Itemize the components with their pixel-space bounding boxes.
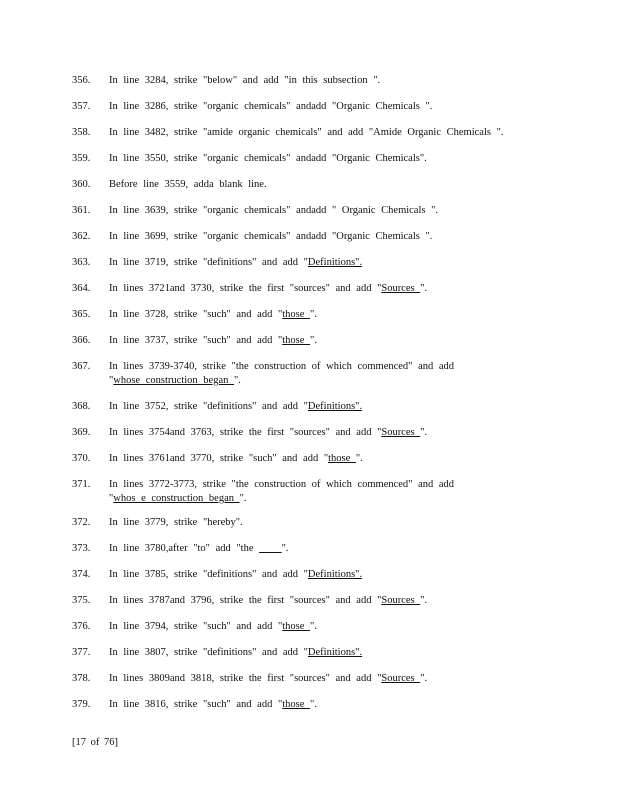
closing-text: ". [420,427,428,438]
amendment-item [72,126,532,140]
instruction-text: In line 3807, strike "definitions" and add " [109,647,308,658]
instruction-text: In line 3482, strike "amide organic chemicals" and add "Amide Organic Chemicals ". [109,127,504,138]
amendment-item [72,478,532,506]
instruction-text: In line 3728, strike "such" and add " [109,309,283,320]
closing-text: ". [420,595,428,606]
closing-text: ". [310,621,317,632]
item-text [109,516,532,530]
closing-text: ". [281,543,289,554]
item-number: 363. [72,257,91,268]
inserted-text: those [328,453,356,464]
amendment-item [72,152,532,166]
item-text [109,282,532,296]
item-number: 356. [72,75,91,86]
instruction-text: In lines 3754and 3763, strike the first "sources" and add " [109,427,382,438]
closing-text: ". [420,673,428,684]
item-number: 373. [72,543,91,554]
item-text [109,542,532,556]
closing-text: ". [420,283,428,294]
closing-text: ". [310,699,317,710]
closing-text: ". [310,335,317,346]
item-number: 358. [72,127,91,138]
item-text [109,672,532,686]
item-number: 370. [72,453,91,464]
item-text [109,594,532,608]
amendment-item [72,230,532,244]
amendment-item [72,620,532,634]
amendment-item [72,204,532,218]
item-text [109,478,532,506]
item-text [109,698,532,712]
item-text [109,646,532,660]
amendment-item [72,426,532,440]
inserted-text: Definitions". [307,569,363,580]
amendment-item [72,568,532,582]
closing-text: ". [233,375,241,386]
item-text [109,230,532,244]
amendment-item [72,308,532,322]
item-number: 371. [72,479,91,490]
instruction-text: In line 3284, strike "below" and add "in this subsection ". [109,75,381,86]
instruction-text: In lines 3772-3773, strike "the construction of which commenced" and add " [109,479,455,504]
instruction-text: In line 3719, strike "definitions" and add " [109,257,308,268]
item-number: 364. [72,283,91,294]
inserted-text: those [282,309,311,320]
item-text [109,100,532,114]
instruction-text: In lines 3809and 3818, strike the first "sources" and add " [109,673,382,684]
instruction-text: Before line 3559, adda blank line. [109,179,267,190]
amendment-item [72,646,532,660]
instruction-text: In line 3816, strike "such" and add " [109,699,283,710]
page-counter: [17 of 76] [72,737,118,748]
item-text [109,308,532,322]
amendment-item [72,594,532,608]
amendment-item [72,360,532,388]
item-text [109,152,532,166]
instruction-text: In lines 3761and 3770, strike "such" and add " [109,453,329,464]
item-number: 369. [72,427,91,438]
item-number: 376. [72,621,91,632]
inserted-text: Sources [381,595,421,606]
item-number: 365. [72,309,91,320]
inserted-text: those [282,335,311,346]
closing-text: ". [310,309,317,320]
instruction-text: In line 3794, strike "such" and add " [109,621,283,632]
item-number: 361. [72,205,91,216]
item-number: 367. [72,361,91,372]
instruction-text: In line 3785, strike "definitions" and add " [109,569,308,580]
amendment-item [72,400,532,414]
inserted-text: Sources [381,283,421,294]
item-text [109,334,532,348]
amendment-item [72,452,532,466]
instruction-text: In lines 3739-3740, strike "the construction of which commenced" and add " [109,361,455,386]
item-number: 379. [72,699,91,710]
amendment-item [72,672,532,686]
item-text [109,568,532,582]
inserted-text: Sources [381,673,421,684]
item-number: 360. [72,179,91,190]
item-number: 357. [72,101,91,112]
instruction-text: In line 3699, strike "organic chemicals" andadd "Organic Chemicals ". [109,231,433,242]
item-text [109,256,532,270]
item-text [109,620,532,634]
item-number: 368. [72,401,91,412]
item-text [109,74,532,88]
amendment-item [72,256,532,270]
closing-text: ". [239,493,247,504]
item-text [109,400,532,414]
item-number: 375. [72,595,91,606]
amendment-item [72,74,532,88]
amendment-item [72,698,532,712]
item-text [109,178,532,192]
item-number: 378. [72,673,91,684]
item-text [109,426,532,440]
inserted-text: those [282,699,311,710]
instruction-text: In line 3780,after "to" add "the [109,543,260,554]
inserted-text [259,543,282,554]
item-number: 377. [72,647,91,658]
inserted-text: Definitions". [307,257,363,268]
inserted-text: Definitions". [307,401,363,412]
item-text [109,452,532,466]
instruction-text: In line 3737, strike "such" and add " [109,335,283,346]
inserted-text: whos e construction began [113,493,240,504]
inserted-text: whose construction began [113,375,234,386]
amendment-item [72,334,532,348]
item-number: 362. [72,231,91,242]
amendment-item [72,542,532,556]
amendment-item [72,178,532,192]
item-number: 366. [72,335,91,346]
item-number: 359. [72,153,91,164]
amendment-item [72,282,532,296]
instruction-text: In line 3550, strike "organic chemicals" andadd "Organic Chemicals". [109,153,427,164]
inserted-text: Definitions". [307,647,363,658]
item-text [109,204,532,218]
instruction-text: In lines 3787and 3796, strike the first "sources" and add " [109,595,382,606]
amendment-item [72,100,532,114]
amendment-item [72,516,532,530]
item-number: 374. [72,569,91,580]
instruction-text: In line 3639, strike "organic chemicals" andadd " Organic Chemicals ". [109,205,439,216]
instruction-text: In line 3779, strike "hereby". [109,517,243,528]
item-text [109,360,532,388]
closing-text: ". [355,453,363,464]
instruction-text: In line 3286, strike "organic chemicals" andadd "Organic Chemicals ". [109,101,433,112]
instruction-text: In lines 3721and 3730, strike the first "sources" and add " [109,283,382,294]
inserted-text: those [282,621,311,632]
item-text [109,126,532,140]
item-number: 372. [72,517,91,528]
inserted-text: Sources [381,427,421,438]
instruction-text: In line 3752, strike "definitions" and add " [109,401,308,412]
